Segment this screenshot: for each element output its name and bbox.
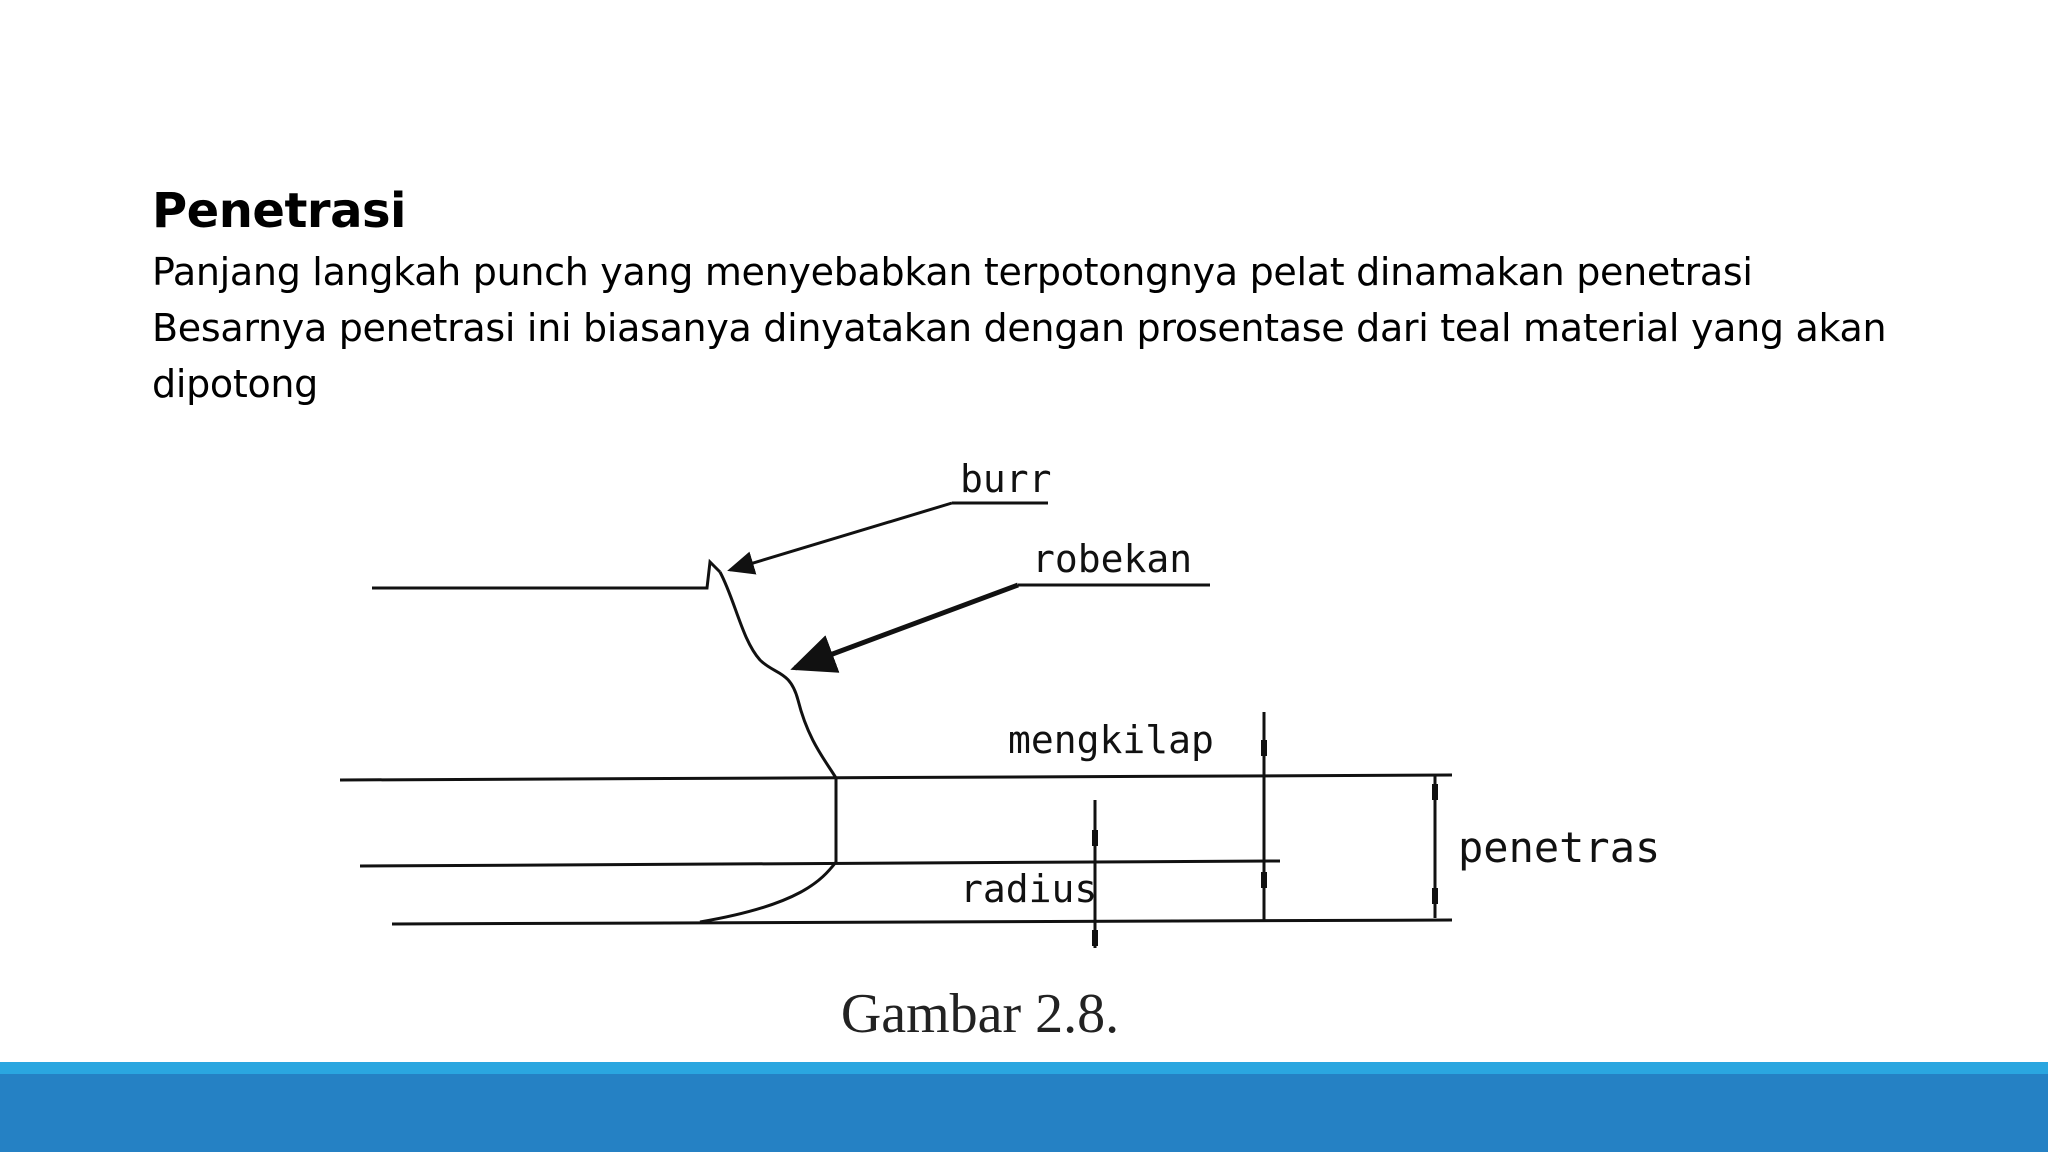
slide-title: Penetrasi	[152, 183, 406, 239]
label-penetrasi: penetras	[1458, 823, 1661, 872]
tick-mengkilap-mid	[1261, 872, 1267, 888]
label-radius: radius	[960, 867, 1098, 911]
line-mengkilap-top	[340, 775, 1452, 780]
cut-edge-profile	[700, 572, 836, 922]
tick-mengkilap-top	[1261, 740, 1267, 756]
robekan-leader-arrow	[795, 585, 1018, 668]
tick-radius-top	[1092, 830, 1098, 846]
sheet-top-line	[372, 562, 720, 588]
label-mengkilap: mengkilap	[1008, 718, 1214, 762]
line-radius-top	[360, 861, 1280, 866]
tick-penetrasi-top	[1432, 784, 1438, 800]
figure-caption: Gambar 2.8.	[840, 983, 1120, 1045]
label-burr: burr	[960, 457, 1052, 501]
body-line-2: Besarnya penetrasi ini biasanya dinyatakan dengan prosentase dari teal material yang akan	[152, 306, 1887, 350]
body-line-3: dipotong	[152, 362, 319, 406]
body-line-1: Panjang langkah punch yang menyebabkan terpotongnya pelat dinamakan penetrasi	[152, 250, 1753, 294]
line-bottom	[392, 920, 1452, 924]
tick-radius-bottom	[1092, 930, 1098, 946]
burr-leader-arrow	[730, 503, 952, 570]
tick-penetrasi-bottom	[1432, 888, 1438, 904]
footer-bar	[0, 1074, 2048, 1152]
label-robekan: robekan	[1032, 537, 1193, 581]
footer-accent-bar	[0, 1062, 2048, 1074]
